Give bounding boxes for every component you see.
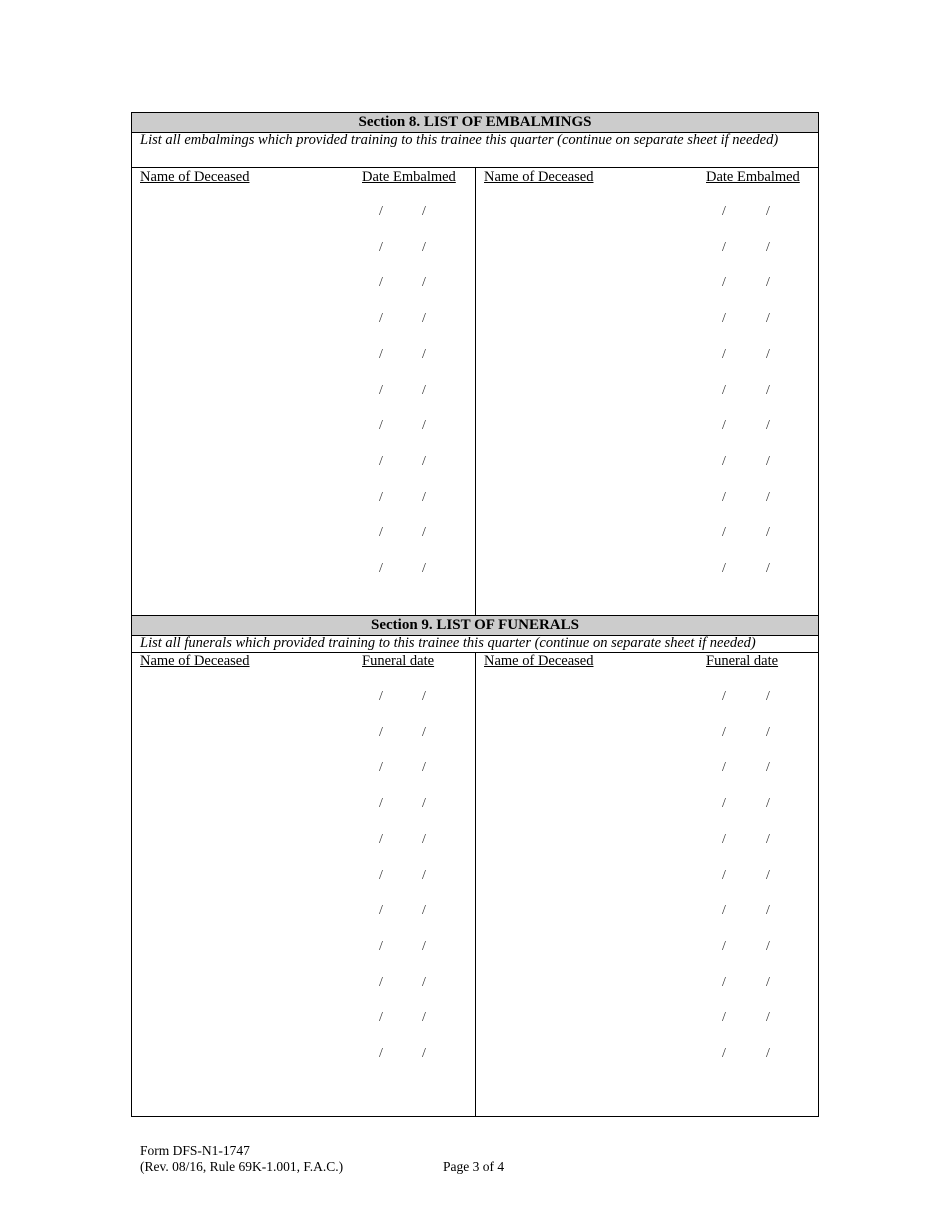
section8-col-date-left: Date Embalmed <box>362 169 456 185</box>
section9-date-slash: / <box>379 724 383 740</box>
section8-col-name-left: Name of Deceased <box>140 169 250 185</box>
section8-date-slash: / <box>722 525 726 541</box>
section8-date-slash: / <box>722 489 726 505</box>
section8-date-slash: / <box>766 382 770 398</box>
section8-col-date-right: Date Embalmed <box>706 169 800 185</box>
section9-date-slash: / <box>379 938 383 954</box>
section9-date-slash: / <box>766 938 770 954</box>
section8-date-slash: / <box>422 525 426 541</box>
section8-date-slash: / <box>766 525 770 541</box>
section8-date-slash: / <box>722 346 726 362</box>
section9-date-slash: / <box>766 1046 770 1061</box>
section9-date-slash: / <box>722 938 726 954</box>
section9-date-slash: / <box>379 831 383 847</box>
section8-date-slash: / <box>722 418 726 434</box>
form-frame <box>131 112 819 1117</box>
section9-date-slash: / <box>722 760 726 776</box>
section8-date-slash: / <box>379 346 383 362</box>
section9-col-date-left: Funeral date <box>362 653 435 669</box>
section9-date-slash: / <box>422 724 426 740</box>
section8-date-slash: / <box>722 453 726 469</box>
section8-date-slash: / <box>422 275 426 291</box>
section8-date-slash: / <box>766 453 770 469</box>
section9-date-slash: / <box>722 903 726 919</box>
section9-date-slash: / <box>379 974 383 990</box>
section9-date-slash: / <box>766 760 770 776</box>
section8-date-slash: / <box>422 346 426 362</box>
section9-date-slash: / <box>766 831 770 847</box>
section9-date-slash: / <box>422 974 426 990</box>
section9-date-slash: / <box>422 938 426 954</box>
section9-date-slash: / <box>766 796 770 812</box>
section8-date-slash: / <box>766 489 770 505</box>
section8-date-slash: / <box>722 204 726 219</box>
section9-date-slash: / <box>379 867 383 883</box>
footer-form-id: Form DFS-N1-1747 <box>140 1143 250 1158</box>
section8-date-slash: / <box>766 311 770 327</box>
section8-date-slash: / <box>422 204 426 219</box>
section8-date-slash: / <box>766 561 770 576</box>
section9-date-slash: / <box>766 903 770 919</box>
section8-date-slash: / <box>722 275 726 291</box>
footer-revision: (Rev. 08/16, Rule 69K-1.001, F.A.C.) <box>140 1159 344 1174</box>
section9-date-slash: / <box>766 689 770 704</box>
section9-date-slash: / <box>422 796 426 812</box>
section9-date-slash: / <box>379 1010 383 1026</box>
section8-date-slash: / <box>422 561 426 576</box>
section8-date-slash: / <box>722 311 726 327</box>
section9-date-slash: / <box>422 903 426 919</box>
section8-date-slash: / <box>379 239 383 255</box>
section9-date-slash: / <box>379 1046 383 1061</box>
section8-date-slash: / <box>379 561 383 576</box>
section8-date-slash: / <box>422 418 426 434</box>
section9-date-slash: / <box>722 831 726 847</box>
section8-date-slash: / <box>379 489 383 505</box>
section8-date-slash: / <box>379 204 383 219</box>
section9-date-slash: / <box>422 867 426 883</box>
section9-date-slash: / <box>422 689 426 704</box>
section8-date-slash: / <box>422 489 426 505</box>
section8-date-slash: / <box>766 239 770 255</box>
section8-date-slash: / <box>766 418 770 434</box>
section9-col-date-right: Funeral date <box>706 653 779 669</box>
section8-header: Section 8. LIST OF EMBALMINGS <box>132 113 818 133</box>
section8-date-slash: / <box>379 311 383 327</box>
section8-date-slash: / <box>722 239 726 255</box>
section9-col-name-left: Name of Deceased <box>140 653 250 669</box>
footer-page-number: Page 3 of 4 <box>443 1159 505 1174</box>
section8-date-slash: / <box>422 311 426 327</box>
section9-date-slash: / <box>379 689 383 704</box>
section9-date-slash: / <box>722 1010 726 1026</box>
section9-column-divider <box>475 652 476 1117</box>
section8-date-slash: / <box>379 453 383 469</box>
section9-date-slash: / <box>422 831 426 847</box>
section9-date-slash: / <box>379 760 383 776</box>
section9-date-slash: / <box>379 796 383 812</box>
section9-date-slash: / <box>379 903 383 919</box>
section8-date-slash: / <box>422 382 426 398</box>
section8-col-name-right: Name of Deceased <box>484 169 594 185</box>
section8-date-slash: / <box>766 346 770 362</box>
section8-date-slash: / <box>379 382 383 398</box>
section8-date-slash: / <box>379 275 383 291</box>
section8-column-divider <box>475 167 476 615</box>
section9-date-slash: / <box>722 724 726 740</box>
section9-date-slash: / <box>766 974 770 990</box>
section8-date-slash: / <box>379 525 383 541</box>
section9-date-slash: / <box>722 1046 726 1061</box>
section9-date-slash: / <box>766 724 770 740</box>
section8-date-slash: / <box>422 239 426 255</box>
section8-date-slash: / <box>722 382 726 398</box>
section8-date-slash: / <box>379 418 383 434</box>
section8-instruction: List all embalmings which provided training to this trainee this quarter (continue on separate sheet if needed) <box>132 132 818 168</box>
section9-date-slash: / <box>422 1046 426 1061</box>
section9-col-name-right: Name of Deceased <box>484 653 594 669</box>
section8-date-slash: / <box>766 275 770 291</box>
section9-date-slash: / <box>722 974 726 990</box>
section8-date-slash: / <box>766 204 770 219</box>
section8-date-slash: / <box>722 561 726 576</box>
section9-date-slash: / <box>722 867 726 883</box>
section9-date-slash: / <box>722 689 726 704</box>
section9-date-slash: / <box>422 1010 426 1026</box>
section9-date-slash: / <box>766 1010 770 1026</box>
section9-date-slash: / <box>422 760 426 776</box>
section9-date-slash: / <box>766 867 770 883</box>
section9-instruction: List all funerals which provided training to this trainee this quarter (continue on separate sheet if needed) <box>132 635 818 653</box>
section9-header: Section 9. LIST OF FUNERALS <box>132 616 818 636</box>
section9-date-slash: / <box>722 796 726 812</box>
section8-date-slash: / <box>422 453 426 469</box>
